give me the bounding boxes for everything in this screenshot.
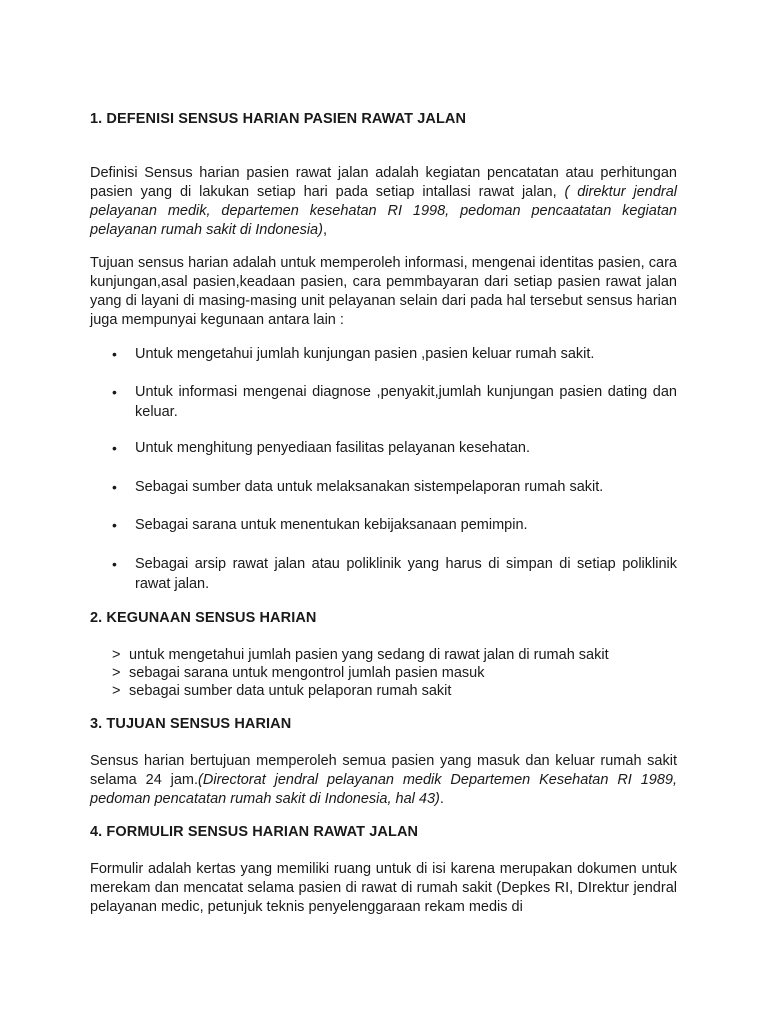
arrow-icon: > [112,647,121,663]
bullet-icon: • [112,517,117,533]
section-3-paragraph: Sensus harian bertujuan memperoleh semua pasien yang masuk dan keluar rumah sakit selama 24 jam.(Directorat jendral pelayanan medik Departemen Kesehatan RI 1989, pedoman pencatatan rumah sakit di Indonesia, hal 43). [90,753,677,807]
bullet-icon: • [112,556,117,572]
bullet-item: • Untuk informasi mengenai diagnose ,penyakit,jumlah kunjungan pasien dating dan keluar. [112,384,677,420]
arrow-list-item: > sebagai sumber data untuk pelaporan rumah sakit [112,683,452,699]
arrow-list-item: > untuk mengetahui jumlah pasien yang sedang di rawat jalan di rumah sakit [112,647,609,663]
bullet-item: • Sebagai sarana untuk menentukan kebijaksanaan pemimpin. [112,517,528,533]
definition-text: Definisi Sensus harian pasien rawat jalan adalah kegiatan pencatatan atau perhitungan pasien yang di lakukan setiap hari pada setiap intallasi rawat jalan, [90,165,677,200]
definition-citation: ( direktur jendral pelayanan medik, departemen kesehatan RI 1998, pedoman pencaatatan kegiatan pelayanan rumah sakit di Indonesia) [90,184,677,238]
bullet-icon: • [112,440,117,456]
bullet-item: • Untuk mengetahui jumlah kunjungan pasien ,pasien keluar rumah sakit. [112,346,595,362]
bullet-item: • Untuk menghitung penyediaan fasilitas pelayanan kesehatan. [112,440,530,456]
arrow-list-item: > sebagai sarana untuk mengontrol jumlah pasien masuk [112,665,485,681]
section-1-heading: 1. DEFENISI SENSUS HARIAN PASIEN RAWAT JALAN [90,111,467,127]
arrow-icon: > [112,665,121,681]
section-3-heading: 3. TUJUAN SENSUS HARIAN [90,716,292,732]
section-1-purpose-paragraph: Tujuan sensus harian adalah untuk memperoleh informasi, mengenai identitas pasien, cara kunjungan,asal pasien,keadaan pasien, cara pemmbayaran dari setiap pasien rawat jalan yang di layani di masing-masing unit pelayanan selain dari pada hal tersebut sensus harian juga mempunyai kegunaan antara lain : [90,255,677,328]
bullet-icon: • [112,384,117,400]
bullet-item: • Sebagai arsip rawat jalan atau poliklinik yang harus di simpan di setiap poliklinik rawat jalan. [112,556,677,592]
section-1-definition-paragraph: Definisi Sensus harian pasien rawat jalan adalah kegiatan pencatatan atau perhitungan pasien yang di lakukan setiap hari pada setiap intallasi rawat jalan, ( direktur jendral pelayanan medik, departemen kesehatan RI 1998, pedoman pencaatatan kegiatan pelayanan rumah sakit di Indonesia), [90,165,677,238]
section-3-citation: (Directorat jendral pelayanan medik Departemen Kesehatan RI 1989, pedoman pencatatan rumah sakit di Indonesia, hal 43) [90,772,677,807]
section-4-paragraph: Formulir adalah kertas yang memiliki ruang untuk di isi karena merupakan dokumen untuk merekam dan mencatat selama pasien di rawat di rumah sakit (Depkes RI, DIrektur jendral pelayanan medic, petunjuk teknis penyelenggaraan rekam medis di [90,861,677,915]
bullet-item: • Sebagai sumber data untuk melaksanakan sistempelaporan rumah sakit. [112,479,604,495]
section-2-heading: 2. KEGUNAAN SENSUS HARIAN [90,610,317,626]
bullet-icon: • [112,479,117,495]
bullet-icon: • [112,346,117,362]
arrow-icon: > [112,683,121,699]
section-4-heading: 4. FORMULIR SENSUS HARIAN RAWAT JALAN [90,824,419,840]
